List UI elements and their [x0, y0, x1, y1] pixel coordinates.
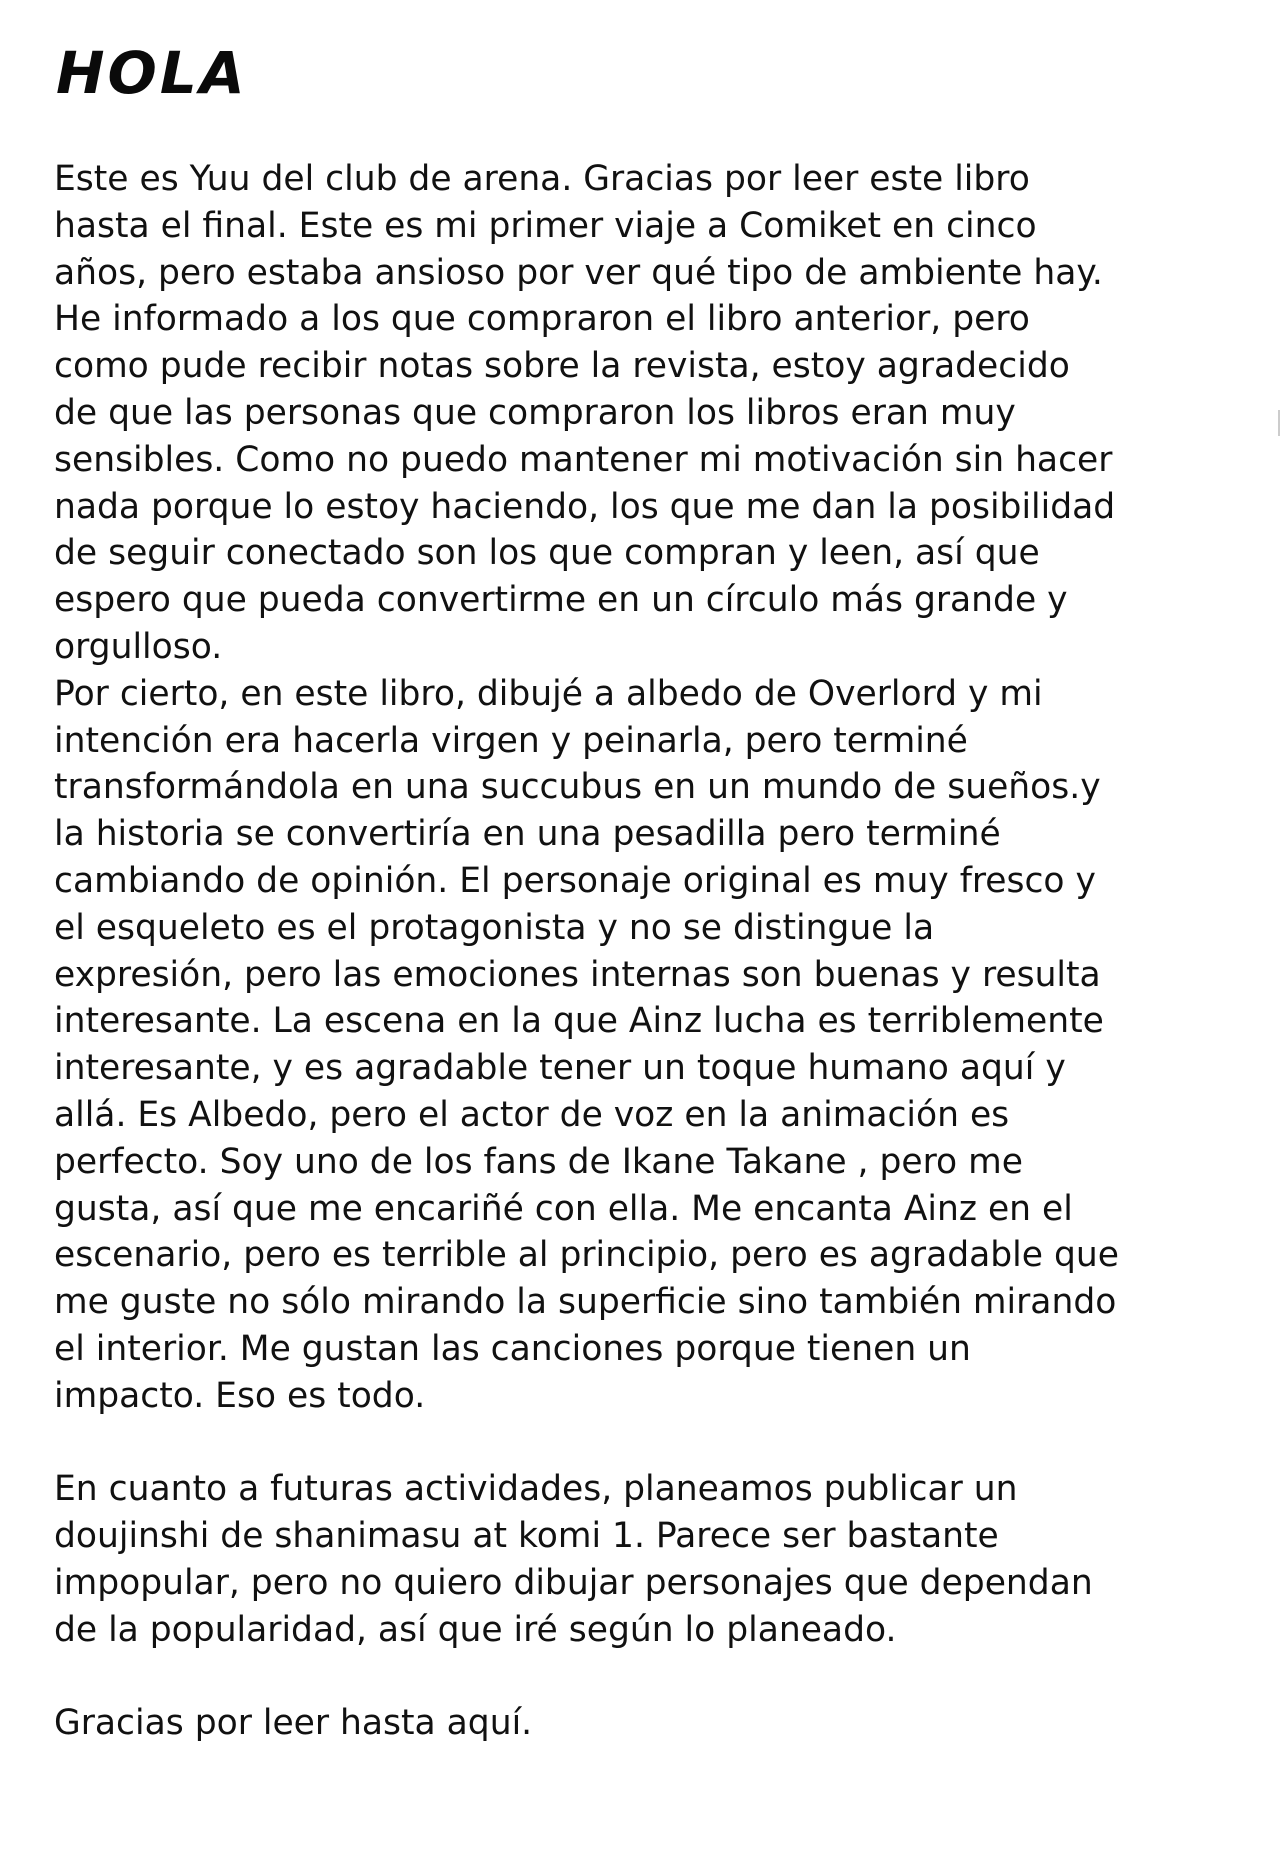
text-line: impacto. Eso es todo. — [54, 1375, 426, 1416]
text-line: He informado a los que compraron el libro anterior, pero — [54, 299, 1030, 340]
text-line: Este es Yuu del club de arena. Gracias por leer este libro — [54, 159, 1030, 199]
text-line: el interior. Me gustan las canciones porque tienen un — [54, 1328, 971, 1369]
text-line: orgulloso. — [54, 626, 223, 667]
text-line: En cuanto a futuras actividades, planeamos publicar un — [54, 1469, 1018, 1510]
text-line: interesante. La escena en la que Ainz lucha es terriblemente — [54, 1001, 1104, 1042]
text-line: hasta el final. Este es mi primer viaje a Comiket en cinco — [54, 205, 1037, 246]
text-line: allá. Es Albedo, pero el actor de voz en la animación es — [54, 1094, 1010, 1135]
paragraph-thanks — [54, 1700, 1224, 1747]
text-line: interesante, y es agradable tener un toque humano aquí y — [54, 1048, 1066, 1089]
page-title: HOLA — [56, 39, 248, 107]
text-line: de la popularidad, así que iré según lo planeado. — [54, 1609, 897, 1650]
text-line: expresión, pero las emociones internas son buenas y resulta — [54, 954, 1101, 995]
text-line: el esqueleto es el protagonista y no se distingue la — [54, 907, 935, 948]
text-line: de que las personas que compraron los libros eran muy — [54, 392, 1016, 433]
letter-body — [54, 156, 1224, 1747]
paragraph-spacer — [54, 1420, 1224, 1467]
paragraph-intro — [54, 156, 1224, 671]
paragraph-spacer — [54, 1654, 1224, 1701]
text-line: de seguir conectado son los que compran y leen, así que — [54, 533, 1040, 574]
text-line: Gracias por leer hasta aquí. — [54, 1703, 533, 1744]
text-line: perfecto. Soy uno de los fans de Ikane Takane , pero me — [54, 1141, 1023, 1182]
text-line: nada porque lo estoy haciendo, los que me dan la posibilidad — [54, 486, 1116, 527]
text-line: Por cierto, en este libro, dibujé a albedo de Overlord y mi — [54, 673, 1043, 714]
text-line: intención era hacerla virgen y peinarla, pero terminé — [54, 720, 968, 761]
text-line: escenario, pero es terrible al principio, pero es agradable que — [54, 1235, 1119, 1276]
text-line: me guste no sólo mirando la superficie sino también mirando — [54, 1282, 1117, 1323]
text-line: cambiando de opinión. El personaje original es muy fresco y — [54, 860, 1096, 901]
text-line: años, pero estaba ansioso por ver qué tipo de ambiente hay. — [54, 252, 1103, 293]
text-line: la historia se convertiría en una pesadilla pero terminé — [54, 814, 1001, 855]
text-line: sensibles. Como no puedo mantener mi motivación sin hacer — [54, 439, 1113, 480]
paragraph-future — [54, 1466, 1224, 1653]
text-line: doujinshi de shanimasu at komi 1. Parece ser bastante — [54, 1516, 999, 1557]
text-line: espero que pueda convertirme en un círculo más grande y — [54, 580, 1068, 621]
text-line: transformándola en una succubus en un mundo de sueños.y — [54, 767, 1101, 808]
text-line: gusta, así que me encariñé con ella. Me encanta Ainz en el — [54, 1188, 1073, 1229]
text-line: impopular, pero no quiero dibujar personajes que dependan — [54, 1562, 1093, 1603]
text-line: como pude recibir notas sobre la revista, estoy agradecido — [54, 346, 1070, 387]
paragraph-overlord — [54, 671, 1224, 1420]
